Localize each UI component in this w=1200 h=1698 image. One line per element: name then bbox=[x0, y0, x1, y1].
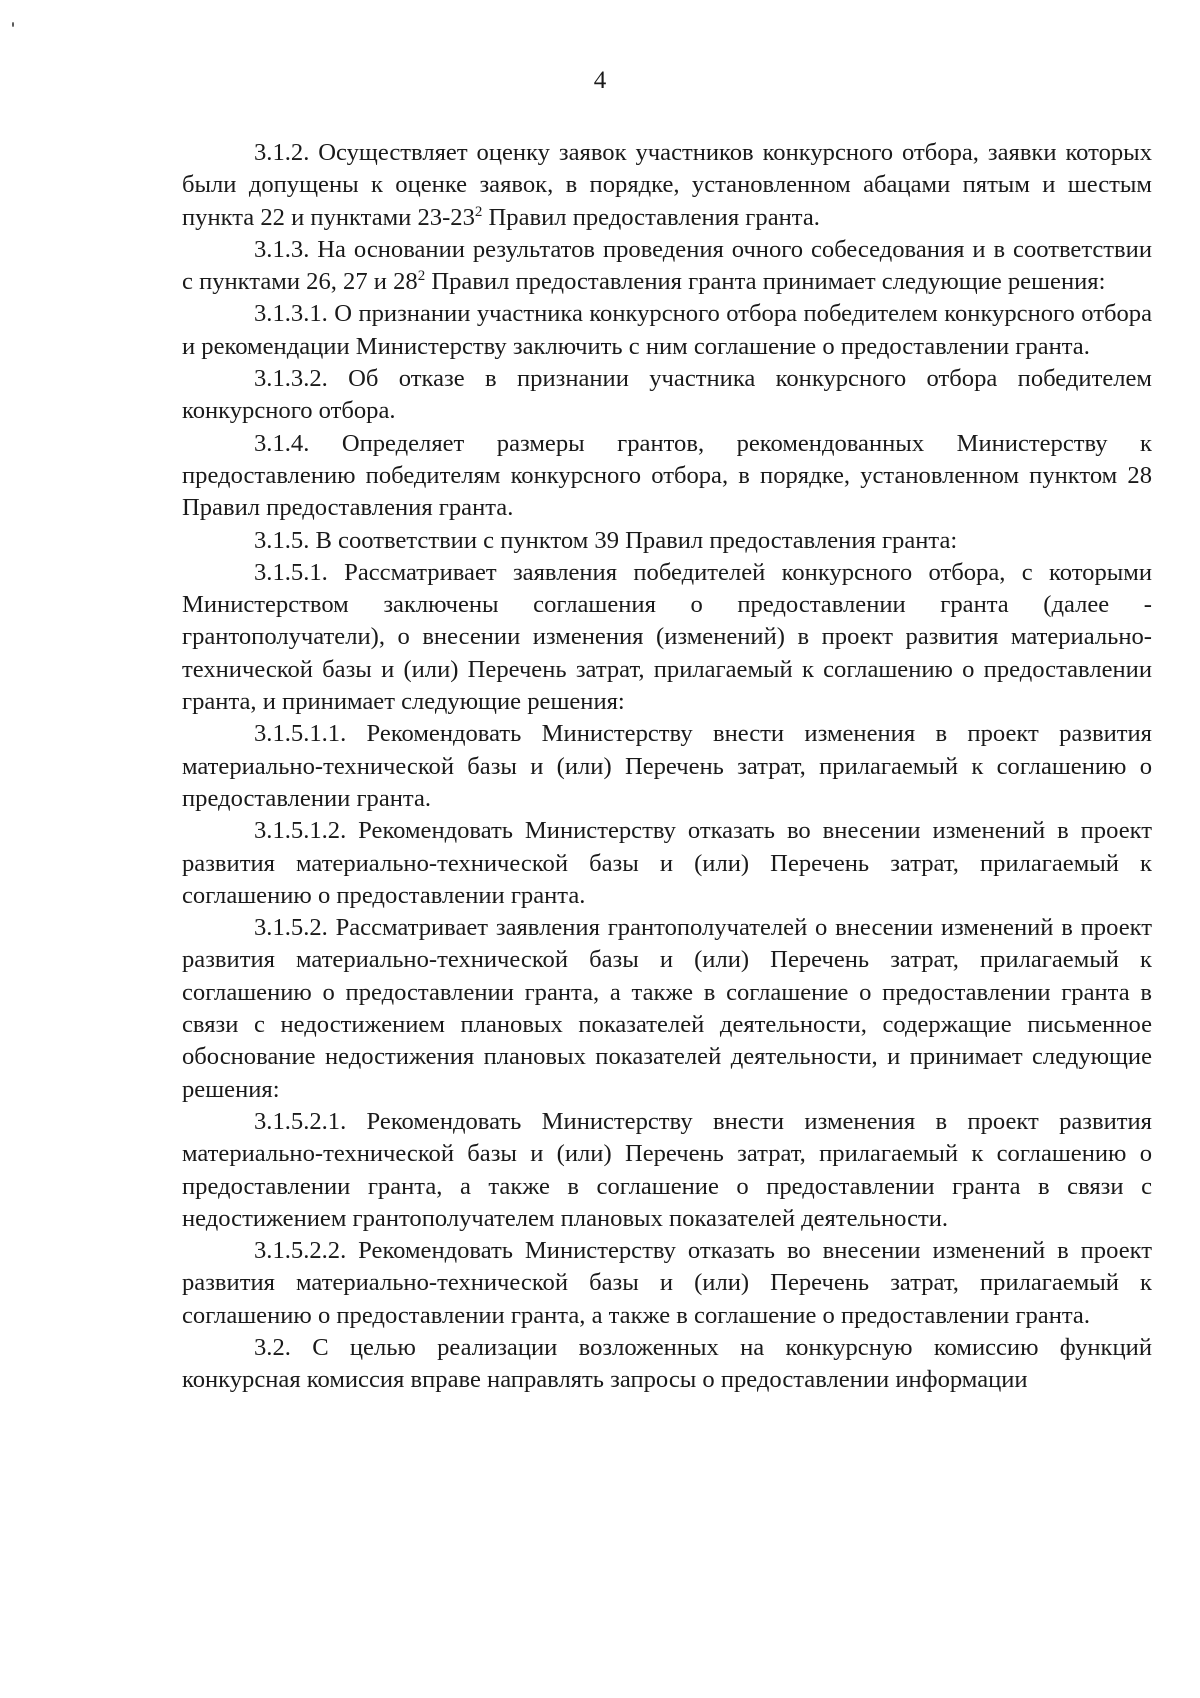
paragraph-3-2: 3.2. С целью реализации возложенных на конкурсную комиссию функций конкурсная комиссия вправе направлять запросы о предоставлении информации bbox=[182, 1333, 1152, 1394]
scan-speck bbox=[12, 22, 14, 27]
paragraph-3-1-5-1-1: 3.1.5.1.1. Рекомендовать Министерству внести изменения в проект развития материально-технической базы и (или) Перечень затрат, прилагаемый к соглашению о предоставлении гранта. bbox=[182, 720, 1152, 812]
paragraph-3-1-3-1: 3.1.3.1. О признании участника конкурсного отбора победителем конкурсного отбора и рекомендации Министерству заключить с ним соглашение о предоставлении гранта. bbox=[182, 300, 1152, 360]
paragraph-3-1-5-1-2: 3.1.5.1.2. Рекомендовать Министерству отказать во внесении изменений в проект развития материально-технической базы и (или) Перечень затрат, прилагаемый к соглашению о предоставлении гранта. bbox=[182, 817, 1152, 909]
paragraph-3-1-5-2-1: 3.1.5.2.1. Рекомендовать Министерству внести изменения в проект развития материально-технической базы и (или) Перечень затрат, прилагаемый к соглашению о предоставлении гранта, а также в соглашение о предоставлении гранта в связи с недостижением грантополучателем плановых показателей деятельности. bbox=[182, 1107, 1152, 1232]
paragraph-3-1-2 bbox=[182, 137, 1152, 234]
paragraph-3-1-5: 3.1.5. В соответствии с пунктом 39 Правил предоставления гранта: bbox=[254, 526, 958, 554]
paragraph-text: 3.1.2. Осуществляет оценку заявок участников конкурсного отбора, заявки которых были допущены к оценке заявок, в порядке, установленном абацами пятым и шестым пункта 22 и пунктами 23-23 bbox=[182, 139, 1152, 231]
paragraph-text-tail: Правил предоставления гранта принимает следующие решения: bbox=[425, 268, 1106, 296]
superscript: 2 bbox=[417, 268, 426, 284]
paragraph-3-1-3 bbox=[182, 234, 1152, 299]
paragraph-3-1-5-2: 3.1.5.2. Рассматривает заявления грантополучателей о внесении изменений в проект развития материально-технической базы и (или) Перечень затрат, прилагаемый к соглашению о предоставлении гранта, а также в соглашение о предоставлении гранта в связи с недостижением плановых показателей деятельности, содержащие письменное обоснование недостижения плановых показателей деятельности, и принимает следующие решения: bbox=[182, 914, 1152, 1103]
document-body bbox=[182, 137, 1152, 1397]
paragraph-3-1-3-2: 3.1.3.2. Об отказе в признании участника конкурсного отбора победителем конкурсного отбора. bbox=[182, 365, 1152, 425]
paragraph-3-1-4: 3.1.4. Определяет размеры грантов, рекомендованных Министерству к предоставлению победителям конкурсного отбора, в порядке, установленном пунктом 28 Правил предоставления гранта. bbox=[182, 429, 1152, 522]
paragraph-text-tail: Правил предоставления гранта. bbox=[482, 203, 820, 231]
paragraph-3-1-5-1: 3.1.5.1. Рассматривает заявления победителей конкурсного отбора, с которыми Министерством заключены соглашения о предоставлении гранта (далее - грантополучатели), о внесении изменения (изменений) в проект развития материально-технической базы и (или) Перечень затрат, прилагаемый к соглашению о предоставлении гранта, и принимает следующие решения: bbox=[182, 558, 1152, 716]
paragraph-3-1-5-2-2: 3.1.5.2.2. Рекомендовать Министерству отказать во внесении изменений в проект развития материально-технической базы и (или) Перечень затрат, прилагаемый к соглашению о предоставлении гранта, а также в соглашение о предоставлении гранта. bbox=[182, 1237, 1152, 1329]
page-number: 4 bbox=[593, 67, 607, 94]
paragraph-text: 3.1.3. На основании результатов проведения очного собеседования и в соответствии с пунктами 26, 27 и 28 bbox=[182, 235, 1152, 296]
superscript: 2 bbox=[474, 203, 483, 220]
